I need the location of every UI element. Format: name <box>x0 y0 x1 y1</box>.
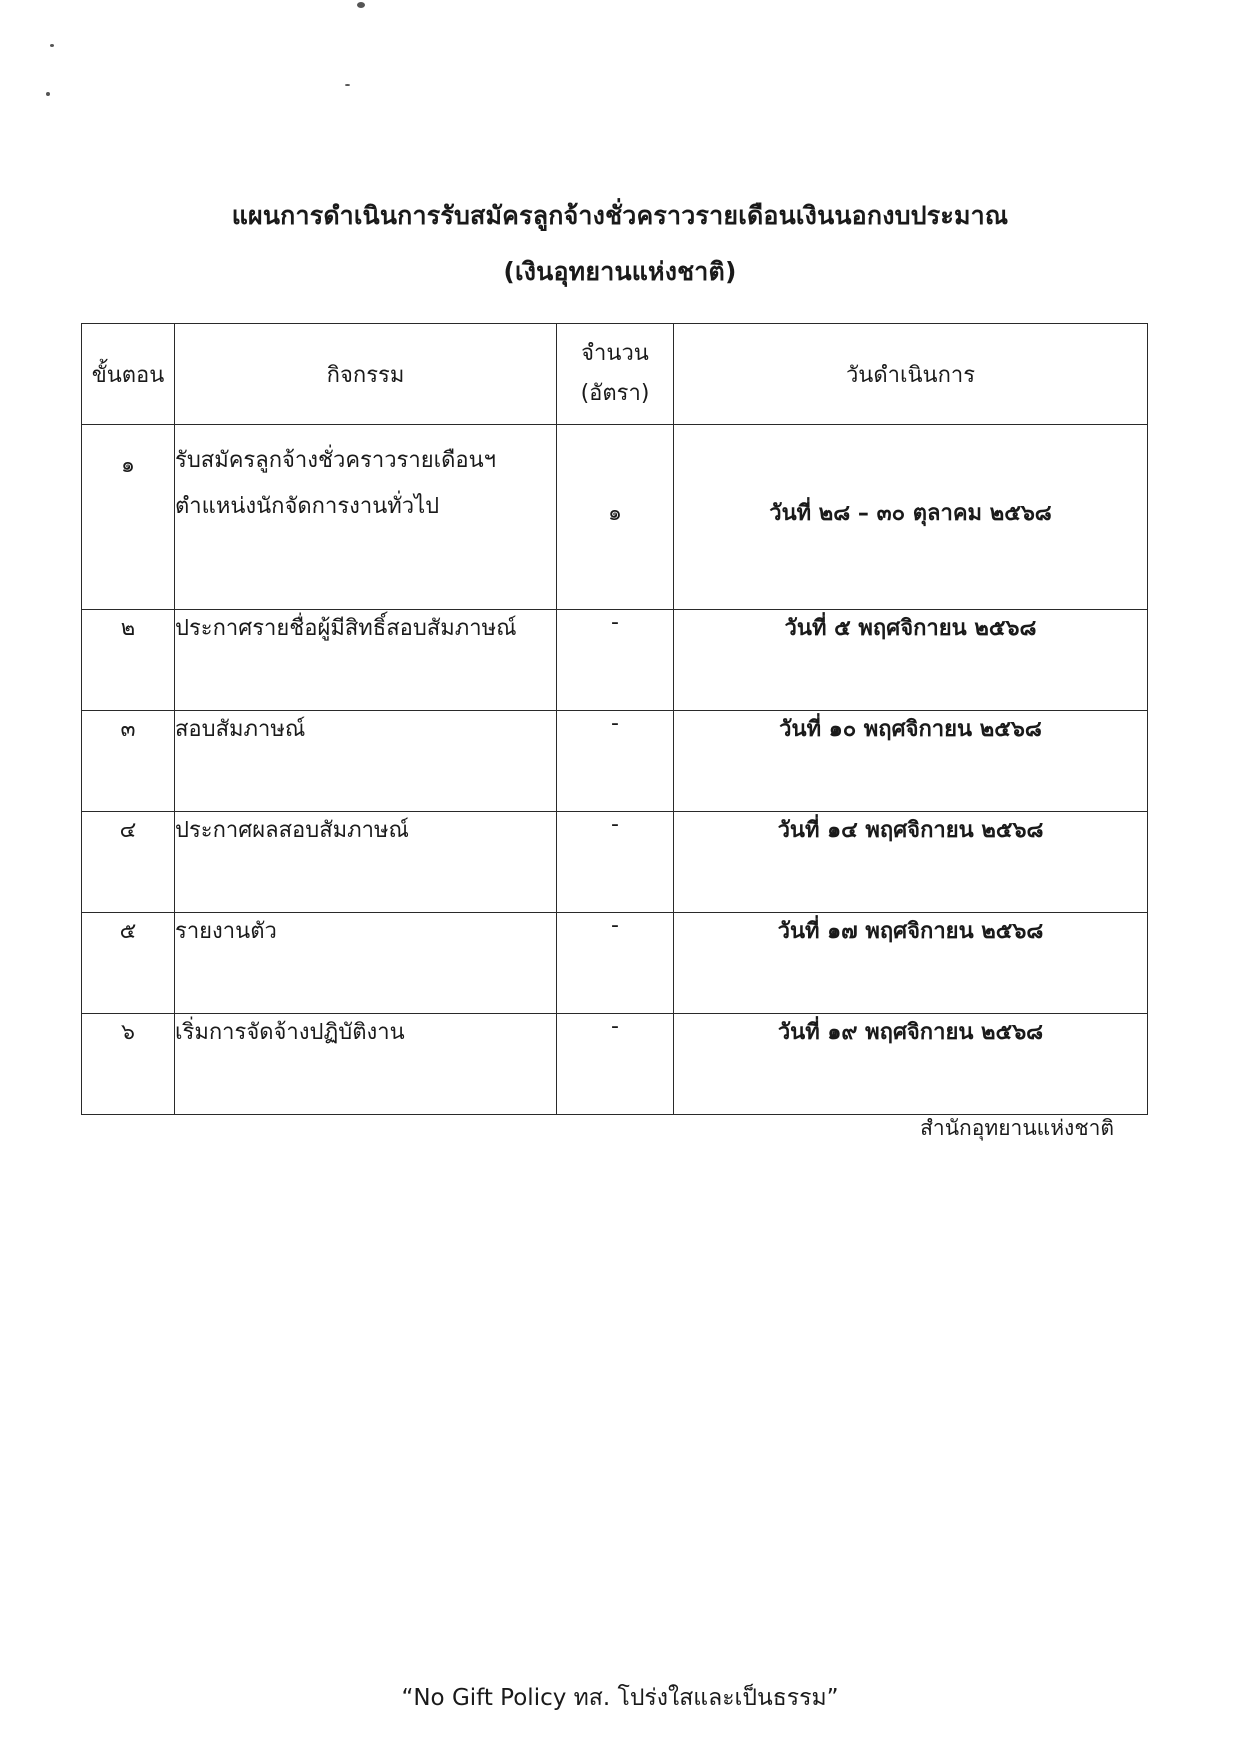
step-cell: ๓ <box>82 711 175 812</box>
activity-cell: ประกาศผลสอบสัมภาษณ์ <box>175 812 557 913</box>
activity-cell <box>175 425 557 610</box>
table-row <box>82 425 1148 610</box>
table-row <box>82 610 1148 711</box>
date-cell: วันที่ ๑๔ พฤศจิกายน ๒๕๖๘ <box>674 812 1148 913</box>
table-row <box>82 711 1148 812</box>
date-cell: วันที่ ๒๘ – ๓๐ ตุลาคม ๒๕๖๘ <box>674 425 1148 610</box>
activity-line2: ตำแหน่งนักจัดการงานทั่วไป <box>175 494 440 519</box>
date-cell: วันที่ ๕ พฤศจิกายน ๒๕๖๘ <box>674 610 1148 711</box>
table-row <box>82 1014 1148 1115</box>
activity-cell: ประกาศรายชื่อผู้มีสิทธิ์สอบสัมภาษณ์ <box>175 610 557 711</box>
date-cell: วันที่ ๑๙ พฤศจิกายน ๒๕๖๘ <box>674 1014 1148 1115</box>
count-cell: ๑ <box>557 425 674 610</box>
scan-speck <box>357 2 365 8</box>
scan-speck <box>50 44 54 47</box>
step-cell: ๑ <box>82 425 175 610</box>
activity-cell: เริ่มการจัดจ้างปฏิบัติงาน <box>175 1014 557 1115</box>
plan-table <box>81 323 1148 1115</box>
date-cell: วันที่ ๑๗ พฤศจิกายน ๒๕๖๘ <box>674 913 1148 1014</box>
step-cell: ๕ <box>82 913 175 1014</box>
step-cell: ๒ <box>82 610 175 711</box>
header-count-line2: (อัตรา) <box>580 381 650 406</box>
table-row <box>82 812 1148 913</box>
count-cell: - <box>557 1014 674 1115</box>
activity-cell: สอบสัมภาษณ์ <box>175 711 557 812</box>
count-cell: - <box>557 610 674 711</box>
header-activity: กิจกรรม <box>175 324 557 425</box>
scan-speck <box>345 84 350 86</box>
document-subtitle: (เงินอุทยานแห่งชาติ) <box>503 257 737 286</box>
date-cell: วันที่ ๑๐ พฤศจิกายน ๒๕๖๘ <box>674 711 1148 812</box>
table-header-row <box>82 324 1148 425</box>
count-cell: - <box>557 812 674 913</box>
office-name: สำนักอุทยานแห่งชาติ <box>920 1116 1114 1140</box>
activity-line1: รับสมัครลูกจ้างชั่วคราวรายเดือนฯ <box>175 448 497 473</box>
step-cell: ๔ <box>82 812 175 913</box>
count-cell: - <box>557 913 674 1014</box>
header-step: ขั้นตอน <box>82 324 175 425</box>
header-count-line1: จำนวน <box>581 341 649 366</box>
step-cell: ๖ <box>82 1014 175 1115</box>
count-cell: - <box>557 711 674 812</box>
activity-cell: รายงานตัว <box>175 913 557 1014</box>
table-row <box>82 913 1148 1014</box>
header-count <box>557 324 674 425</box>
document-title: แผนการดำเนินการรับสมัครลูกจ้างชั่วคราวรายเดือนเงินนอกงบประมาณ <box>231 201 1009 230</box>
header-date: วันดำเนินการ <box>674 324 1148 425</box>
scan-speck <box>46 92 50 96</box>
footer-slogan: “No Gift Policy ทส. โปร่งใสและเป็นธรรม” <box>401 1685 839 1711</box>
